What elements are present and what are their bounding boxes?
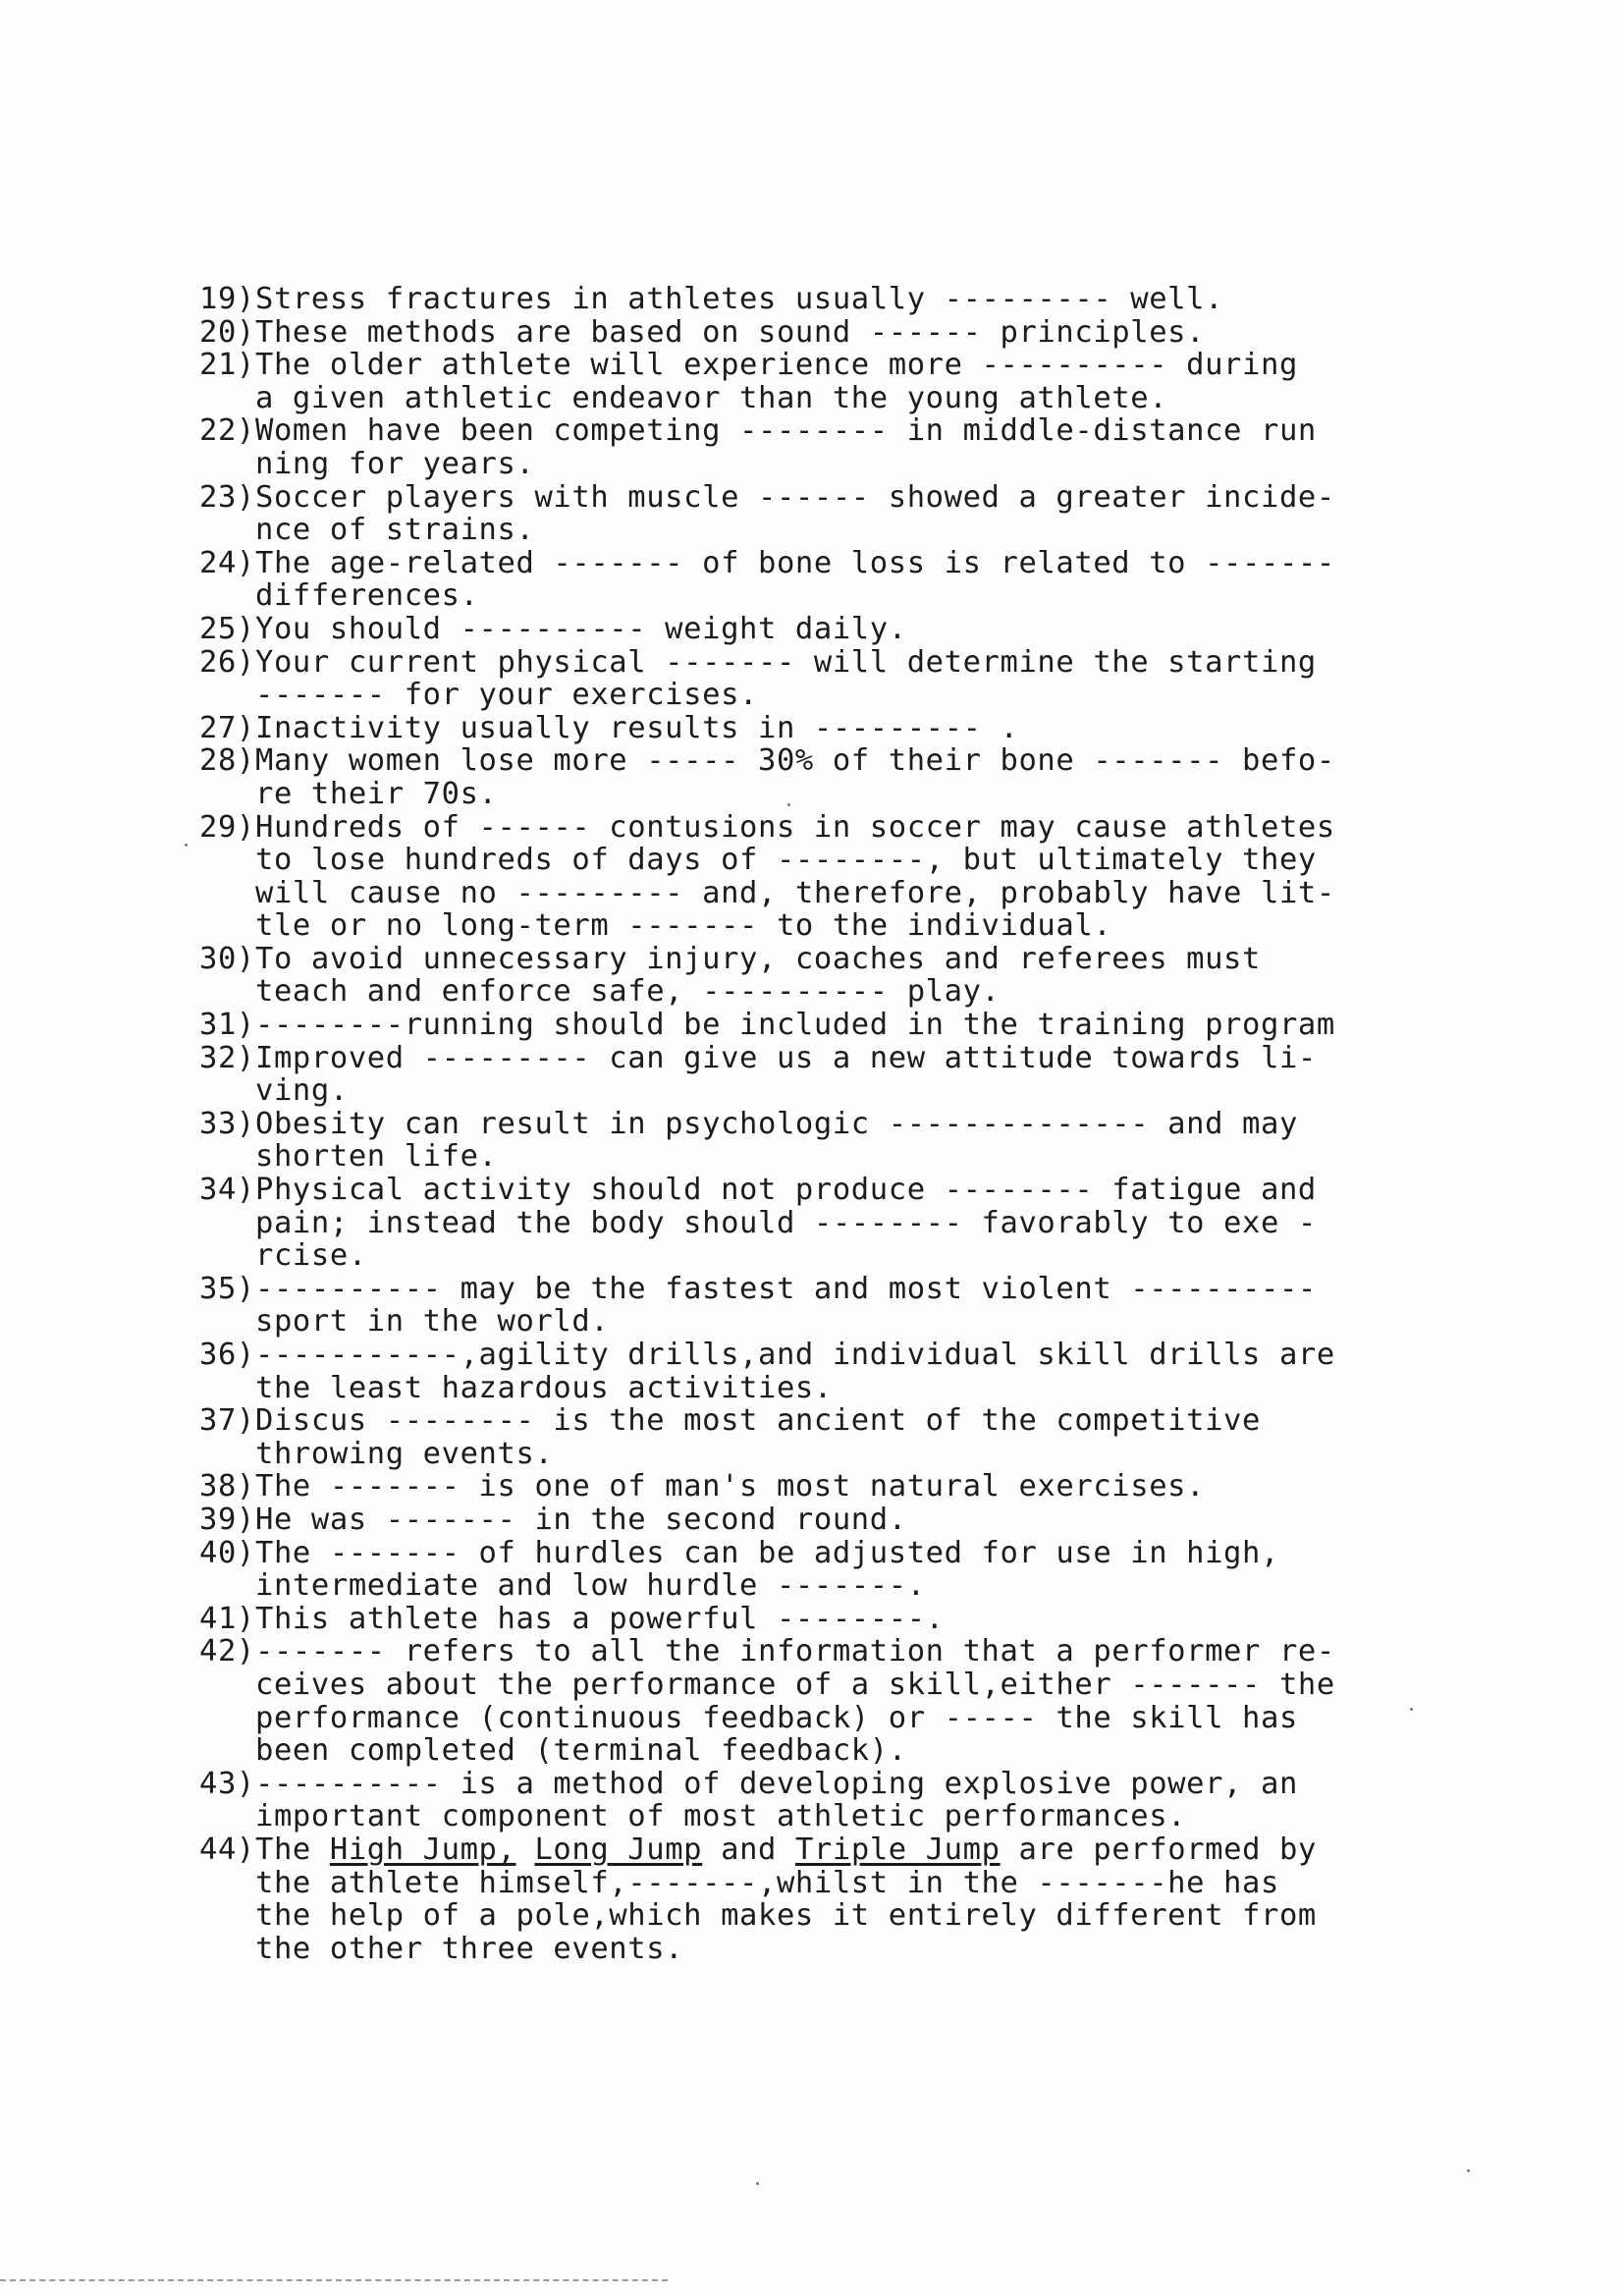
question-line: The age-related ------- of bone loss is related to ------- xyxy=(255,545,1335,580)
question-line: ---------- may be the fastest and most violent ---------- xyxy=(255,1271,1317,1306)
question-item xyxy=(199,646,1436,712)
question-number: 20) xyxy=(199,314,255,350)
question-item xyxy=(199,1009,1436,1042)
question-number: 37) xyxy=(199,1403,255,1439)
question-item xyxy=(199,712,1436,745)
question-number: 40) xyxy=(199,1535,255,1570)
question-item xyxy=(199,811,1436,943)
question-number: 41) xyxy=(199,1601,255,1636)
question-number: 32) xyxy=(199,1040,255,1075)
question-line: You should ---------- weight daily. xyxy=(255,611,907,646)
question-line: To avoid unnecessary injury, coaches and referees must xyxy=(255,941,1261,976)
question-number: 23) xyxy=(199,479,255,515)
scan-speck xyxy=(787,803,790,806)
question-line: The older athlete will experience more ---------- during xyxy=(255,348,1298,383)
question-item xyxy=(199,1635,1436,1767)
question-line xyxy=(255,1833,1436,1867)
scan-speck xyxy=(1410,1708,1413,1711)
question-line: -----------,agility drills,and individual skill drills are xyxy=(255,1338,1335,1372)
question-line: Hundreds of ------ contusions in soccer may cause athletes xyxy=(255,809,1335,845)
question-line: will cause no --------- and, therefore, probably have lit- xyxy=(255,875,1335,910)
question-item xyxy=(199,283,1436,316)
question-line: Many women lose more ----- 30% of their bone ------- befo- xyxy=(255,743,1335,779)
question-line: to lose hundreds of days of --------, but ultimately they xyxy=(255,843,1317,878)
question-line: Stress fractures in athletes usually --------- well. xyxy=(255,282,1224,316)
question-line: throwing events. xyxy=(255,1436,554,1471)
question-line: the athlete himself,-------,whilst in the -------he has xyxy=(255,1865,1279,1900)
question-text xyxy=(255,1635,1436,1767)
question-text xyxy=(255,1273,1436,1339)
question-line: Obesity can result in psychologic -------------- and may xyxy=(255,1106,1298,1141)
question-line: These methods are based on sound ------ principles. xyxy=(255,314,1206,350)
question-text xyxy=(255,744,1436,810)
question-text xyxy=(255,1470,1436,1503)
question-line: pain; instead the body should -------- favorably to exe - xyxy=(255,1205,1317,1240)
question-number: 24) xyxy=(199,545,255,580)
question-item xyxy=(199,481,1436,547)
question-line: He was ------- in the second round. xyxy=(255,1502,907,1537)
question-text xyxy=(255,349,1436,414)
question-text xyxy=(255,283,1436,316)
question-text xyxy=(255,1503,1436,1537)
question-number: 44) xyxy=(199,1831,255,1867)
question-line: The ------- is one of man's most natural exercises. xyxy=(255,1469,1206,1504)
text-fragment: and xyxy=(702,1831,795,1867)
text-fragment: The xyxy=(255,1831,330,1867)
question-text xyxy=(255,943,1436,1009)
question-line: ------- refers to all the information that a performer re- xyxy=(255,1634,1335,1669)
scan-speck xyxy=(756,2182,759,2185)
question-text xyxy=(255,1603,1436,1636)
question-list xyxy=(199,283,1436,1965)
question-line: the least hazardous activities. xyxy=(255,1370,833,1405)
question-number: 35) xyxy=(199,1271,255,1306)
scan-speck xyxy=(185,844,188,847)
question-44 xyxy=(199,1833,1436,1965)
question-text xyxy=(255,1768,1436,1833)
question-text xyxy=(255,712,1436,745)
question-item xyxy=(199,943,1436,1009)
question-text xyxy=(255,1009,1436,1042)
question-item xyxy=(199,1470,1436,1503)
question-text xyxy=(255,547,1436,613)
question-line: intermediate and low hurdle -------. xyxy=(255,1568,926,1604)
question-line: teach and enforce safe, ---------- play. xyxy=(255,974,1001,1010)
question-item xyxy=(199,1537,1436,1603)
question-line: nce of strains. xyxy=(255,513,535,548)
question-item xyxy=(199,1108,1436,1174)
question-text xyxy=(255,1537,1436,1603)
text-fragment xyxy=(516,1832,535,1867)
question-line: Your current physical ------- will determine the starting xyxy=(255,644,1317,680)
underlined-term-high-jump: High Jump, xyxy=(329,1831,516,1867)
question-line: tle or no long-term ------- to the individual. xyxy=(255,908,1112,944)
underlined-term-long-jump: Long Jump xyxy=(534,1831,703,1867)
question-line: shorten life. xyxy=(255,1139,498,1175)
question-line: Women have been competing -------- in middle-distance run xyxy=(255,413,1317,449)
question-text xyxy=(255,1339,1436,1404)
question-item xyxy=(199,1174,1436,1273)
question-line: sport in the world. xyxy=(255,1304,610,1339)
question-line: the other three events. xyxy=(255,1931,684,1966)
text-fragment: are performed by xyxy=(1000,1831,1317,1867)
question-number: 38) xyxy=(199,1469,255,1504)
question-item xyxy=(199,1339,1436,1404)
question-number: 27) xyxy=(199,710,255,745)
question-item xyxy=(199,613,1436,646)
question-line: ning for years. xyxy=(255,446,535,481)
question-line: Soccer players with muscle ------ showed a greater incide- xyxy=(255,479,1335,515)
question-text xyxy=(255,646,1436,712)
question-line: rcise. xyxy=(255,1238,367,1274)
question-line: The ------- of hurdles can be adjusted for use in high, xyxy=(255,1535,1279,1570)
question-number: 26) xyxy=(199,644,255,680)
question-line: ------- for your exercises. xyxy=(255,678,758,713)
question-number: 30) xyxy=(199,941,255,976)
question-number: 28) xyxy=(199,743,255,779)
question-text xyxy=(255,1174,1436,1273)
question-text xyxy=(255,1108,1436,1174)
question-number: 33) xyxy=(199,1106,255,1141)
question-number: 19) xyxy=(199,282,255,316)
question-text xyxy=(255,613,1436,646)
question-number: 43) xyxy=(199,1766,255,1801)
question-line: Physical activity should not produce -------- fatigue and xyxy=(255,1173,1317,1208)
question-line: been completed (terminal feedback). xyxy=(255,1733,907,1769)
question-item xyxy=(199,349,1436,414)
question-number: 34) xyxy=(199,1173,255,1208)
question-line: Discus -------- is the most ancient of the competitive xyxy=(255,1403,1261,1439)
question-item xyxy=(199,316,1436,350)
scan-edge-line xyxy=(0,2279,668,2281)
question-text xyxy=(255,811,1436,943)
question-text xyxy=(255,1833,1436,1965)
question-item xyxy=(199,744,1436,810)
question-line: a given athletic endeavor than the young athlete. xyxy=(255,380,1168,415)
question-number: 36) xyxy=(199,1338,255,1372)
question-item xyxy=(199,414,1436,480)
question-number: 31) xyxy=(199,1008,255,1043)
question-item xyxy=(199,547,1436,613)
question-item xyxy=(199,1273,1436,1339)
question-line: --------running should be included in the training program xyxy=(255,1008,1335,1043)
question-line: performance (continuous feedback) or ----- the skill has xyxy=(255,1700,1298,1735)
question-line: the help of a pole,which makes it entirely different from xyxy=(255,1898,1317,1934)
question-number: 21) xyxy=(199,348,255,383)
question-line: important component of most athletic performances. xyxy=(255,1799,1187,1834)
question-item xyxy=(199,1768,1436,1833)
question-line: ceives about the performance of a skill,either ------- the xyxy=(255,1667,1335,1702)
question-text xyxy=(255,414,1436,480)
question-number: 42) xyxy=(199,1634,255,1669)
question-line: ---------- is a method of developing explosive power, an xyxy=(255,1766,1298,1801)
question-item xyxy=(199,1503,1436,1537)
question-number: 29) xyxy=(199,809,255,845)
question-number: 22) xyxy=(199,413,255,449)
question-text xyxy=(255,481,1436,547)
question-item xyxy=(199,1603,1436,1636)
question-number: 25) xyxy=(199,611,255,646)
question-text xyxy=(255,316,1436,350)
question-line: ving. xyxy=(255,1073,349,1109)
question-line: Improved --------- can give us a new attitude towards li- xyxy=(255,1040,1317,1075)
question-line: Inactivity usually results in --------- . xyxy=(255,710,1019,745)
question-item xyxy=(199,1404,1436,1470)
question-line: differences. xyxy=(255,578,479,614)
question-line: This athlete has a powerful --------. xyxy=(255,1601,945,1636)
question-text xyxy=(255,1404,1436,1470)
question-item xyxy=(199,1042,1436,1108)
scan-speck xyxy=(1467,2169,1470,2172)
question-text xyxy=(255,1042,1436,1108)
question-number: 39) xyxy=(199,1502,255,1537)
underlined-term-triple-jump: Triple Jump xyxy=(794,1831,1001,1867)
question-line: re their 70s. xyxy=(255,776,498,811)
